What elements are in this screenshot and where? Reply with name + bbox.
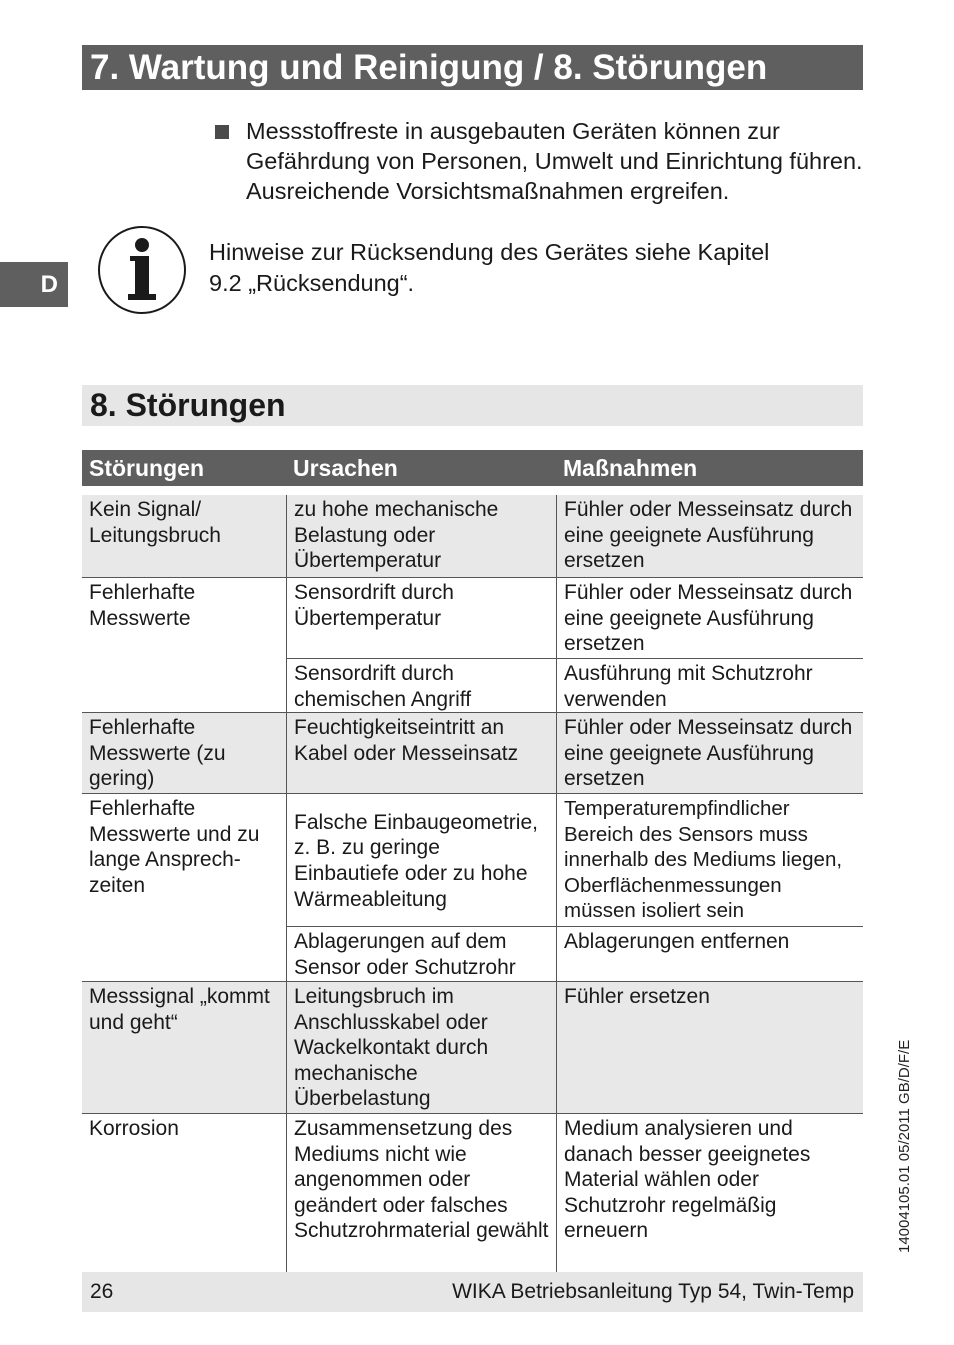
cause-cell (286, 793, 556, 926)
cause-cell: zu hohe mechanische Belastung oder Übertemperatur (286, 495, 556, 577)
header-faults: Störungen (89, 455, 204, 481)
table-header (82, 450, 863, 486)
info-note-line-1: Hinweise zur Rücksendung des Gerätes siehe Kapitel (209, 239, 770, 265)
fault-cell: Kein Signal/ Leitungsbruch (82, 495, 286, 577)
measure-cell: Ablagerungen entfernen (556, 926, 863, 981)
troubleshooting-table (82, 450, 863, 1243)
language-tab: D (0, 262, 68, 307)
header-measures: Maßnahmen (563, 455, 698, 481)
measure-cell: Ausführung mit Schutzrohr verwenden (556, 658, 863, 712)
square-bullet-icon (215, 125, 229, 139)
document-code: 14004105.01 05/2011 GB/D/F/E (896, 1039, 913, 1253)
cause-cell: Sensordrift durch Übertemperatur (286, 577, 556, 658)
warning-bullet (215, 116, 875, 206)
fault-cell: Messsignal „kommt und geht“ (82, 981, 286, 1113)
fault-cell: Korrosion (82, 1113, 286, 1297)
measure-cell: Fühler oder Messeinsatz durch eine geeignete Ausführung ersetzen (556, 712, 863, 793)
cause-cell: Leitungsbruch im Anschlusskabel oder Wackelkontakt durch mechanische Überbelastung (286, 981, 556, 1113)
measure-cell: Fühler oder Messeinsatz durch eine geeignete Ausführung ersetzen (556, 577, 863, 658)
info-icon (97, 225, 187, 315)
fault-cell: Fehlerhafte Messwerte (zu gering) (82, 712, 286, 793)
cause-cell: Feuchtigkeitseintritt an Kabel oder Messeinsatz (286, 712, 556, 793)
table-body (82, 495, 863, 1298)
header-causes: Ursachen (293, 455, 398, 481)
measure-cell: Temperaturempfindlicher Bereich des Sensors muss innerhalb des Mediums liegen, Oberflächenmessungen müssen isoliert sein (556, 793, 863, 926)
footer-title: WIKA Betriebsanleitung Typ 54, Twin-Temp (452, 1280, 854, 1303)
info-note (209, 237, 849, 299)
info-note-line-2: 9.2 „Rücksendung“. (209, 270, 415, 296)
page-footer (82, 1272, 863, 1312)
bullet-text: Messstoffreste in ausgebauten Geräten können zur Gefährdung von Personen, Umwelt und Einrichtung führen. Ausreichende Vorsichtsmaßnahmen ergreifen. (246, 118, 863, 204)
measure-cell: Fühler oder Messeinsatz durch eine geeignete Ausführung ersetzen (556, 495, 863, 577)
measure-cell: Medium analysieren und danach besser geeignetes Material wählen oder Schutzrohr regelmäßig erneuern (556, 1113, 863, 1297)
cause-cell: Zusammensetzung des Mediums nicht wie angenommen oder geändert oder falsches Schutzrohrmaterial gewählt (286, 1113, 556, 1297)
cause-cell: Sensordrift durch chemischen Angriff (286, 658, 556, 712)
chapter-heading: 7. Wartung und Reinigung / 8. Störungen (82, 45, 863, 90)
measure-cell: Fühler ersetzen (556, 981, 863, 1113)
fault-cell: Fehlerhafte Messwerte und zu lange Ansprech-zeiten (82, 793, 286, 981)
cause-cell: Ablagerungen auf dem Sensor oder Schutzrohr (286, 926, 556, 981)
fault-cell: Fehlerhafte Messwerte (82, 577, 286, 712)
page-number: 26 (90, 1280, 114, 1303)
cause-text: Falsche Einbaugeometrie, z. B. zu geringe Einbautiefe oder zu hohe Wärmeableitung (294, 810, 538, 911)
section-heading: 8. Störungen (82, 385, 863, 426)
